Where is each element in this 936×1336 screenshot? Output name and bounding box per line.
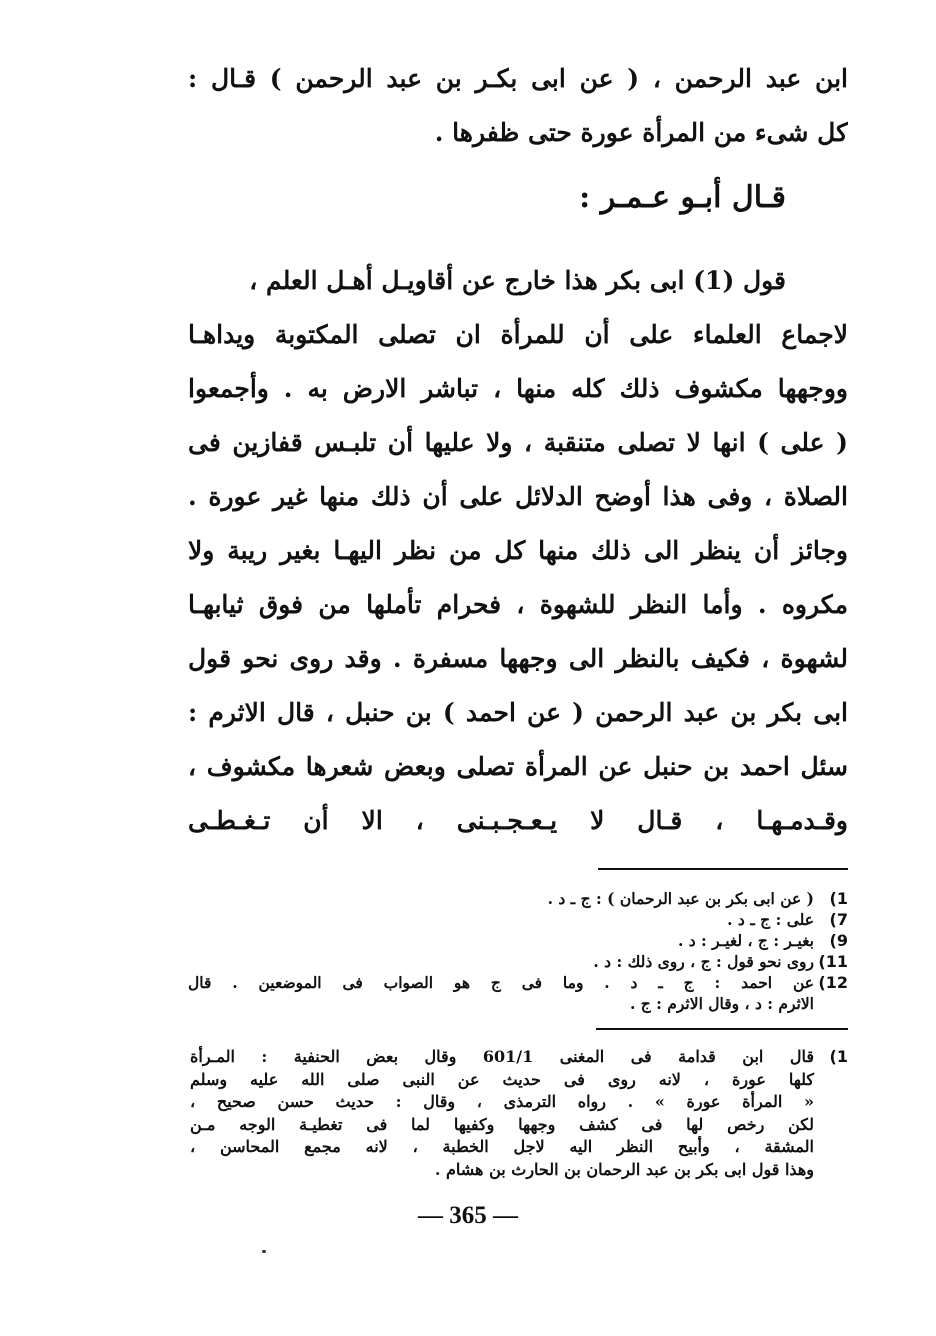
commentary-note xyxy=(188,1046,848,1181)
main-line-5: الصلاة ، وفى هذا أوضح الدلائل على أن ذلك منها غير عورة . xyxy=(188,482,848,511)
section-heading: قـال أبـو عـمـر : xyxy=(579,180,786,215)
main-line-11: وقـدمـهـا ، قـال لا يـعـجـبـنى ، الا أن تـغـطـى xyxy=(188,806,848,835)
commentary-line: كلها عورة ، لانه روى فى حديث عن النبى صلى الله عليه وسلم xyxy=(190,1069,814,1089)
page-number: — 365 — xyxy=(418,1202,518,1229)
note-number: 1) xyxy=(829,889,848,908)
main-line-2: لاجماع العلماء على أن للمرأة ان تصلى المكتوبة ويداهـا xyxy=(188,320,848,349)
apparatus-note xyxy=(188,930,848,951)
main-line-10: سئل احمد بن حنبل عن المرأة تصلى وبعض شعرها مكشوف ، xyxy=(188,752,848,781)
main-line-3: ووجهها مكشوف ذلك كله منها ، تباشر الارض به . وأجمعوا xyxy=(188,374,848,403)
main-line-1: قول (1) ابى بكر هذا خارج عن أقاويـل أهـل العلم ، xyxy=(249,266,786,295)
note-number: 7) xyxy=(829,910,848,929)
note-text xyxy=(188,930,814,951)
apparatus-notes xyxy=(188,888,848,1014)
note-line: روى نحو قول : ج ، روى ذلك : د . xyxy=(593,952,814,971)
note-number: 9) xyxy=(829,931,848,950)
apparatus-note xyxy=(188,909,848,930)
commentary-entry xyxy=(188,1046,848,1181)
note-line: على : ج ـ د . xyxy=(727,910,814,929)
main-line-8: لشهوة ، فكيف بالنظر الى وجهها مسفرة . وقد روى نحو قول xyxy=(188,644,848,673)
intro-paragraph xyxy=(188,52,848,160)
main-line-9: ابى بكر بن عبد الرحمن ( عن احمد ) بن حنبل ، قال الاثرم : xyxy=(188,698,848,727)
note-text xyxy=(188,909,814,930)
intro-line-1: ابن عبد الرحمن ، ( عن ابى بكـر بن عبد الرحمن ) قـال : xyxy=(188,64,848,93)
note-number: 12) xyxy=(818,973,848,992)
note-line: الاثرم : د ، وقال الاثرم : ج . xyxy=(629,994,814,1013)
apparatus-note xyxy=(188,951,848,972)
scan-speck xyxy=(262,1250,266,1253)
apparatus-note xyxy=(188,972,848,1014)
apparatus-note xyxy=(188,888,848,909)
main-line-4: ( على ) انها لا تصلى متنقبة ، ولا عليها أن تلبـس قفازين فى xyxy=(188,428,848,457)
main-paragraph xyxy=(188,254,848,848)
main-line-7: مكروه . وأما النظر للشهوة ، فحرام تأملها من فوق ثيابهـا xyxy=(188,590,848,619)
note-text xyxy=(188,972,814,1014)
note-text xyxy=(188,951,814,972)
footnote-divider-bottom xyxy=(596,1028,848,1030)
note-line: ( عن ابى بكر بن عبد الرحمان ) : ج ـ د . xyxy=(547,889,814,908)
note-line: عن احمد : ج ـ د . وما فى ج هو الصواب فى الموضعين . قال xyxy=(188,973,814,992)
note-text xyxy=(188,888,814,909)
commentary-line: وهذا قول ابى بكر بن عبد الرحمان بن الحارث بن هشام . xyxy=(434,1159,814,1179)
footnote-divider-top xyxy=(598,868,848,870)
commentary-line: قال ابن قدامة فى المغنى 601/1 وقال بعض الحنفية : المـرأة xyxy=(190,1047,815,1066)
commentary-line: المشقة ، وأبيح النظر اليه لاجل الخطبة ، لانه مجمع المحاسن ، xyxy=(190,1137,814,1156)
page-body xyxy=(188,52,848,1181)
commentary-line: لكن رخص لها فى كشف وجهها وكفيها لما فى تغطيـة الوجه مـن xyxy=(190,1114,814,1134)
main-line-6: وجائز أن ينظر الى ذلك منها كل من نظر اليهـا بغير ريبة ولا xyxy=(188,536,848,565)
intro-line-2: كل شىء من المرأة عورة حتى ظفرها . xyxy=(434,118,848,147)
note-line: بغيـر : ج ، لغيـر : د . xyxy=(677,931,814,950)
commentary-line: « المرأة عورة » . رواه الترمذى ، وقال : حديث حسن صحيح ، xyxy=(190,1092,814,1111)
note-number: 11) xyxy=(818,952,848,971)
note-number: 1) xyxy=(829,1047,848,1066)
commentary-text xyxy=(188,1046,814,1181)
